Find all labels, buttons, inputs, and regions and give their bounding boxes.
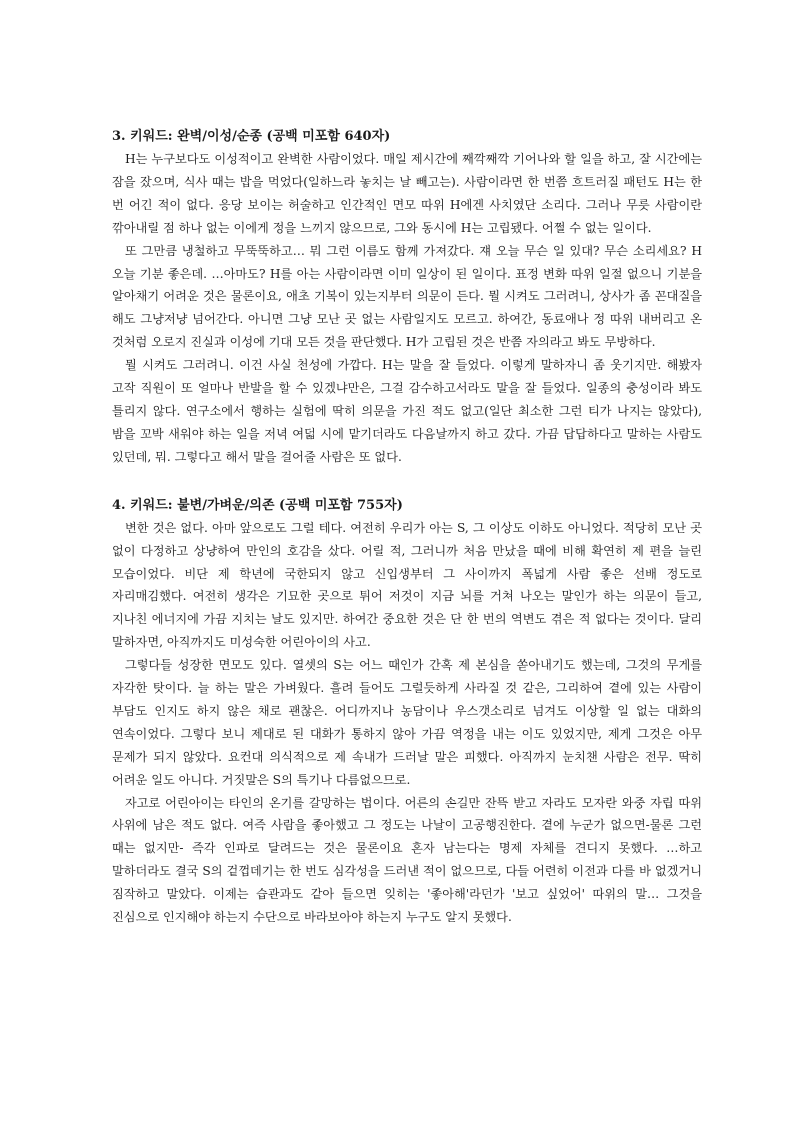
paragraph: 자고로 어린아이는 타인의 온기를 갈망하는 법이다. 어른의 손길만 잔뜩 받고 자라도 모자란 와중 자립 따위 사위에 남은 적도 없다. 여즉 사람을 좋아했고 그 정도는 나날이 고공행진한다. 곁에 누군가 없으면-물론 그런 때는 없지만- 즉각 인파로 달려드는 것은 물론이요 혼자 남는다는 명제 자체를 견디지 못했다. …하고 말하더라도 결국 S의 겉껍데기는 한 번도 심각성을 드러낸 적이 없으므로, 다들 어련히 이전과 다를 바 없겠거니 짐작하고 말았다. 이제는 습관과도 같아 들으면 잊히는 '좋아해'라던가 '보고 싶었어' 따위의 말… 그것을 진심으로 인지해야 하는지 수단으로 바라보아야 하는지 누구도 알지 못했다. [112, 795, 702, 925]
paragraph: H는 누구보다도 이성적이고 완벽한 사람이었다. 매일 제시간에 째깍째깍 기어나와 할 일을 하고, 잘 시간에는 잠을 잤으며, 식사 때는 밥을 먹었다(일하느라 놓치는 날 빼고는). 사람이라면 한 번쯤 흐트러질 패턴도 H는 한 번 어긴 적이 없다. 응당 보이는 허술하고 인간적인 면모 따위 H에겐 사치였단 소리다. 그러나 무릇 사람이란 깎아내릴 점 하나 없는 이에게 정을 느끼지 않으므로, 그와 동시에 H는 고립됐다. 어쩔 수 없는 일이다. [112, 152, 702, 235]
paragraph: 또 그만큼 냉철하고 무뚝뚝하고… 뭐 그런 이름도 함께 가져갔다. 쟤 오늘 무슨 일 있대? 무슨 소리세요? H 오늘 기분 좋은데. …아마도? H를 아는 사람이라면 이미 일상이 된 일이다. 표정 변화 따위 일절 없으니 기분을 알아채기 어려운 것은 물론이요, 애초 기복이 있는지부터 의문이 든다. 뭘 시켜도 그러려니, 상사가 좀 꼰대질을 해도 그냥저냥 넘어간다. 아니면 그냥 모난 곳 없는 사람일지도 모르고. 하여간, 동료애나 정 따위 내버리고 온 것처럼 오로지 진실과 이성에 기대 모든 것을 판단했다. H가 고립된 것은 반쯤 자의라고 봐도 무방하다. [112, 243, 702, 350]
section-heading: 3. 키워드: 완벽/이성/순종 (공백 미포함 640자) [112, 129, 391, 144]
paragraph: 그렇다들 성장한 면모도 있다. 열셋의 S는 어느 때인가 간혹 제 본심을 쏟아내기도 했는데, 그것의 무게를 자각한 탓이다. 늘 하는 말은 가벼웠다. 흘려 들어도 그럴듯하게 사라질 것 같은, 그리하여 곁에 있는 사람이 부담도 인지도 하지 않은 채로 괜찮은. 어디까지나 농담이나 우스갯소리로 넘겨도 이상할 일 없는 대화의 연속이었다. 그렇다 보니 제대로 된 대화가 통하지 않아 가끔 역정을 내는 이도 있었지만, 제게 그것은 아무 문제가 되지 않았다. 요컨대 의식적으로 제 속내가 드러날 말은 피했다. 아직까지 눈치챈 사람은 전무. 딱히 어려운 일도 아니다. 거짓말은 S의 특기나 다름없으므로. [112, 658, 702, 787]
section-heading: 4. 키워드: 불변/가벼운/의존 (공백 미포함 755자) [112, 497, 403, 513]
section-4 [112, 495, 702, 929]
section-3 [112, 126, 702, 469]
paragraph: 변한 것은 없다. 아마 앞으로도 그럴 테다. 여전히 우리가 아는 S, 그 이상도 이하도 아니었다. 적당히 모난 곳 없이 다정하고 상냥하여 만인의 호감을 샀다. 어릴 적, 그러니까 처음 만났을 때에 비해 확연히 제 편을 늘린 모습이었다. 비단 제 학년에 국한되지 않고 신입생부터 그 사이까지 폭넓게 사람 좋은 선배 정도로 자리매김했다. 여전히 생각은 기묘한 곳으로 튀어 저것이 지금 뇌를 거쳐 나오는 말인가 하는 의문이 들고, 지나친 에너지에 가끔 지치는 날도 있지만. 하여간 중요한 것은 단 한 번의 역변도 겪은 적 없다는 것이다. 달리 말하자면, 아직까지도 미성숙한 어린아이의 사고. [112, 520, 702, 650]
section-spacer [112, 481, 702, 495]
paragraph: 뭘 시켜도 그러려니. 이건 사실 천성에 가깝다. H는 말을 잘 들었다. 이렇게 말하자니 좀 웃기지만. 해봤자 고작 직원이 또 얼마나 반발을 할 수 있겠냐만은, 그걸 감수하고서라도 말을 잘 들었다. 일종의 충성이라 봐도 틀리지 않다. 연구소에서 행하는 실험에 딱히 의문을 가진 적도 없고(일단 최소한 그런 티가 나지는 않았다), 밤을 꼬박 새워야 하는 일을 저녁 여덟 시에 맡기더라도 다음날까지 하고 갔다. 가끔 답답하다고 말하는 사람도 있던데, 뭐. 그렇다고 해서 말을 걸어줄 사람은 또 없다. [112, 358, 702, 464]
